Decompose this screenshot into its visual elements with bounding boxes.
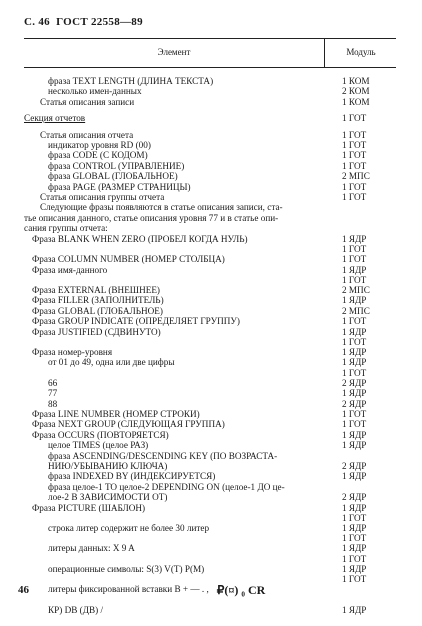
table-row [24,430,402,440]
module-value: 2 МПС [342,284,370,295]
element-text: Фраза BLANK WHEN ZERO (ПРОБЕЛ КОГДА НУЛЬ) [32,233,248,244]
table-row [24,347,402,357]
module-value: 1 ЯДР [342,605,367,616]
table-row [24,419,402,429]
element-text: целое TIMES (целое РАЗ) [48,440,149,451]
module-value: 1 ЯДР [342,264,367,275]
element-text: от 01 до 49, одна или две цифры [48,357,175,368]
table-row [24,451,402,461]
module-value: 1 ЯДР [342,429,367,440]
table-row [24,316,402,326]
element-text: фраза TEXT LENGTH (ДЛИНА ТЕКСТА) [48,76,214,86]
module-value: 1 ГОТ [342,513,367,524]
module-value: 1 ЯДР [342,543,367,554]
module-value: 1 ЯДР [342,563,367,574]
element-text: 88 [48,398,58,409]
module-value: 1 ГОТ [342,336,367,347]
table-row [24,171,402,181]
table-row [24,86,402,96]
module-value: 2 ЯДР [342,377,367,388]
table-row [24,161,402,171]
column-divider [324,39,325,67]
module-value: 1 ГОТ [342,553,367,564]
module-value: 1 ЯДР [342,523,367,534]
module-value: 1 ГОТ [342,150,367,161]
table-row [24,563,402,585]
column-element-title: Элемент [157,47,191,57]
element-text: Статья описания группы отчета [40,192,165,203]
table-row [24,471,402,481]
element-text: литеры фиксированной вставки В + — . , [48,584,209,595]
element-text: литеры данных: X 9 A [48,543,135,554]
element-text: Фраза OCCURS (ПОВТОРЯЕТСЯ) [32,429,169,440]
element-text: Статья описания записи [40,96,135,107]
element-text: Секция отчетов [24,113,86,124]
table-row [24,140,402,150]
module-value: 1 ЯДР [342,326,367,337]
table-row [24,202,402,212]
element-text: 66 [48,377,58,388]
module-value: 1 ГОТ [342,408,367,419]
module-value: 1 ЯДР [342,440,367,451]
element-text: Фраза JUSTIFIED (СДВИНУТО) [32,326,161,337]
module-value: 1 ЯДР [342,388,367,399]
table-row [24,461,402,471]
table-row [24,150,402,160]
element-text: фраза INDEXED BY (ИНДЕКСИРУЕТСЯ) [48,471,216,482]
element-text: НИЮ/УБЫВАНИЮ КЛЮЧА) [48,461,168,471]
table-row [24,399,402,409]
module-value: 1 ЯДР [342,471,367,482]
element-text: Фраза номер-уровня [32,346,113,357]
table-row [24,502,402,524]
table-row [24,233,402,255]
element-text: операционные символы: S(3) V(T) P(M) [48,563,205,574]
module-value: 1 ЯДР [342,346,367,357]
table-row [24,440,402,450]
element-text: фраза GLOBAL (ГЛОБАЛЬНОЕ) [48,171,178,182]
table-row [24,409,402,419]
table-row [24,285,402,295]
module-value: 2 МПС [342,171,370,182]
element-text: индикатор уровня RD (00) [48,140,151,151]
column-header [24,38,396,68]
table-row [24,584,402,595]
table-row [24,130,402,140]
table-row [24,357,402,378]
element-text: Фраза EXTERNAL (ВНЕШНЕЕ) [32,284,160,295]
element-text: сания группы отчета: [24,223,108,234]
element-text: Фраза PICTURE (ШАБЛОН) [32,502,146,513]
module-value: 1 ГОТ [342,367,367,378]
module-value: 1 ЯДР [342,357,367,368]
row-gap [24,595,402,605]
table-row [24,192,402,202]
module-value: 1 ГОТ [342,140,367,151]
module-value: 1 ЯДР [342,295,367,306]
module-value: 2 ЯДР [342,492,367,503]
element-text: Фраза GROUP INDICATE (ОПРЕДЕЛЯЕТ ГРУППУ) [32,316,240,327]
page-number: 46 [18,584,29,596]
page-header [24,16,143,28]
element-text: Фраза LINE NUMBER (НОМЕР СТРОКИ) [32,408,200,419]
element-text: лое-2 В ЗАВИСИМОСТИ ОТ) [48,492,168,503]
module-value: 1 КОМ [342,96,370,107]
module-value: 1 ГОТ [342,244,367,255]
element-text: Фраза COLUMN NUMBER (НОМЕР СТОЛБЦА) [32,254,225,265]
element-text: фраза PAGE (РАЗМЕР СТРАНИЦЫ) [48,181,191,192]
table-row [24,113,402,123]
element-text: фраза ASCENDING/DESCENDING KEY (ПО ВОЗРАСТА- [48,450,278,461]
element-text: фраза CONTROL (УПРАВЛЕНИЕ) [48,160,185,171]
insertion-symbols: ₽(¤) ₀ CR [216,582,266,597]
element-text: Фраза NEXT GROUP (СЛЕДУЮЩАЯ ГРУППА) [32,419,225,430]
column-module-title: Модуль [346,47,376,57]
element-text: Фраза FILLER (ЗАПОЛНИТЕЛЬ) [32,295,164,306]
table-row [24,213,402,223]
element-text: Статья описания отчета [40,129,134,140]
module-value: 1 ГОТ [342,574,367,585]
table-row [24,254,402,264]
module-value: 1 ГОТ [342,316,367,327]
module-value: 1 ГОТ [342,160,367,171]
module-value: 1 ЯДР [342,233,367,244]
module-value: 2 МПС [342,305,370,316]
table-row [24,76,402,86]
module-value: 1 КОМ [342,76,370,86]
module-value: 2 КОМ [342,86,370,97]
module-value: 1 ЯДР [342,502,367,513]
table-row [24,97,402,107]
table-row [24,388,402,398]
element-text: строка литер содержит не более 30 литер [48,523,210,534]
table-row [24,182,402,192]
module-value: 1 ГОТ [342,274,367,285]
standard-code: ГОСТ 22558—89 [56,16,143,28]
table-row [24,223,402,233]
module-value: 1 ГОТ [342,533,367,544]
table-body [24,76,402,616]
table-row [24,306,402,316]
table-row [24,543,402,564]
module-value: 1 ГОТ [342,419,367,430]
table-row [24,492,402,502]
module-value: 1 ГОТ [342,129,367,140]
table-row [24,605,402,615]
element-text: тье описания данного, статье описания уровня 77 и в статье опи- [24,212,279,223]
module-value: 2 ЯДР [342,461,367,471]
table-row [24,295,402,305]
table-row [24,523,402,544]
table-row [24,326,402,347]
module-value: 2 ЯДР [342,398,367,409]
page-marker: С. 46 [24,16,50,28]
module-value: 1 ГОТ [342,113,367,124]
element-text: КР) DB (ДВ) / [48,605,104,616]
table-row [24,264,402,285]
element-text: фраза целое-1 TO целое-2 DEPENDING ON (целое-1 ДО це- [48,481,285,492]
element-text: Следующие фразы появляются в статье описания записи, ста- [40,202,283,213]
table-row [24,378,402,388]
element-text: фраза CODE (С КОДОМ) [48,150,148,161]
element-text: Фраза GLOBAL (ГЛОБАЛЬНОЕ) [32,305,163,316]
element-text: 77 [48,388,58,399]
module-value: 1 ГОТ [342,192,367,203]
element-text: Фраза имя-данного [32,264,108,275]
table-row [24,482,402,492]
element-text: несколько имен-данных [48,86,142,97]
module-value: 1 ГОТ [342,254,367,265]
module-value: 1 ГОТ [342,181,367,192]
